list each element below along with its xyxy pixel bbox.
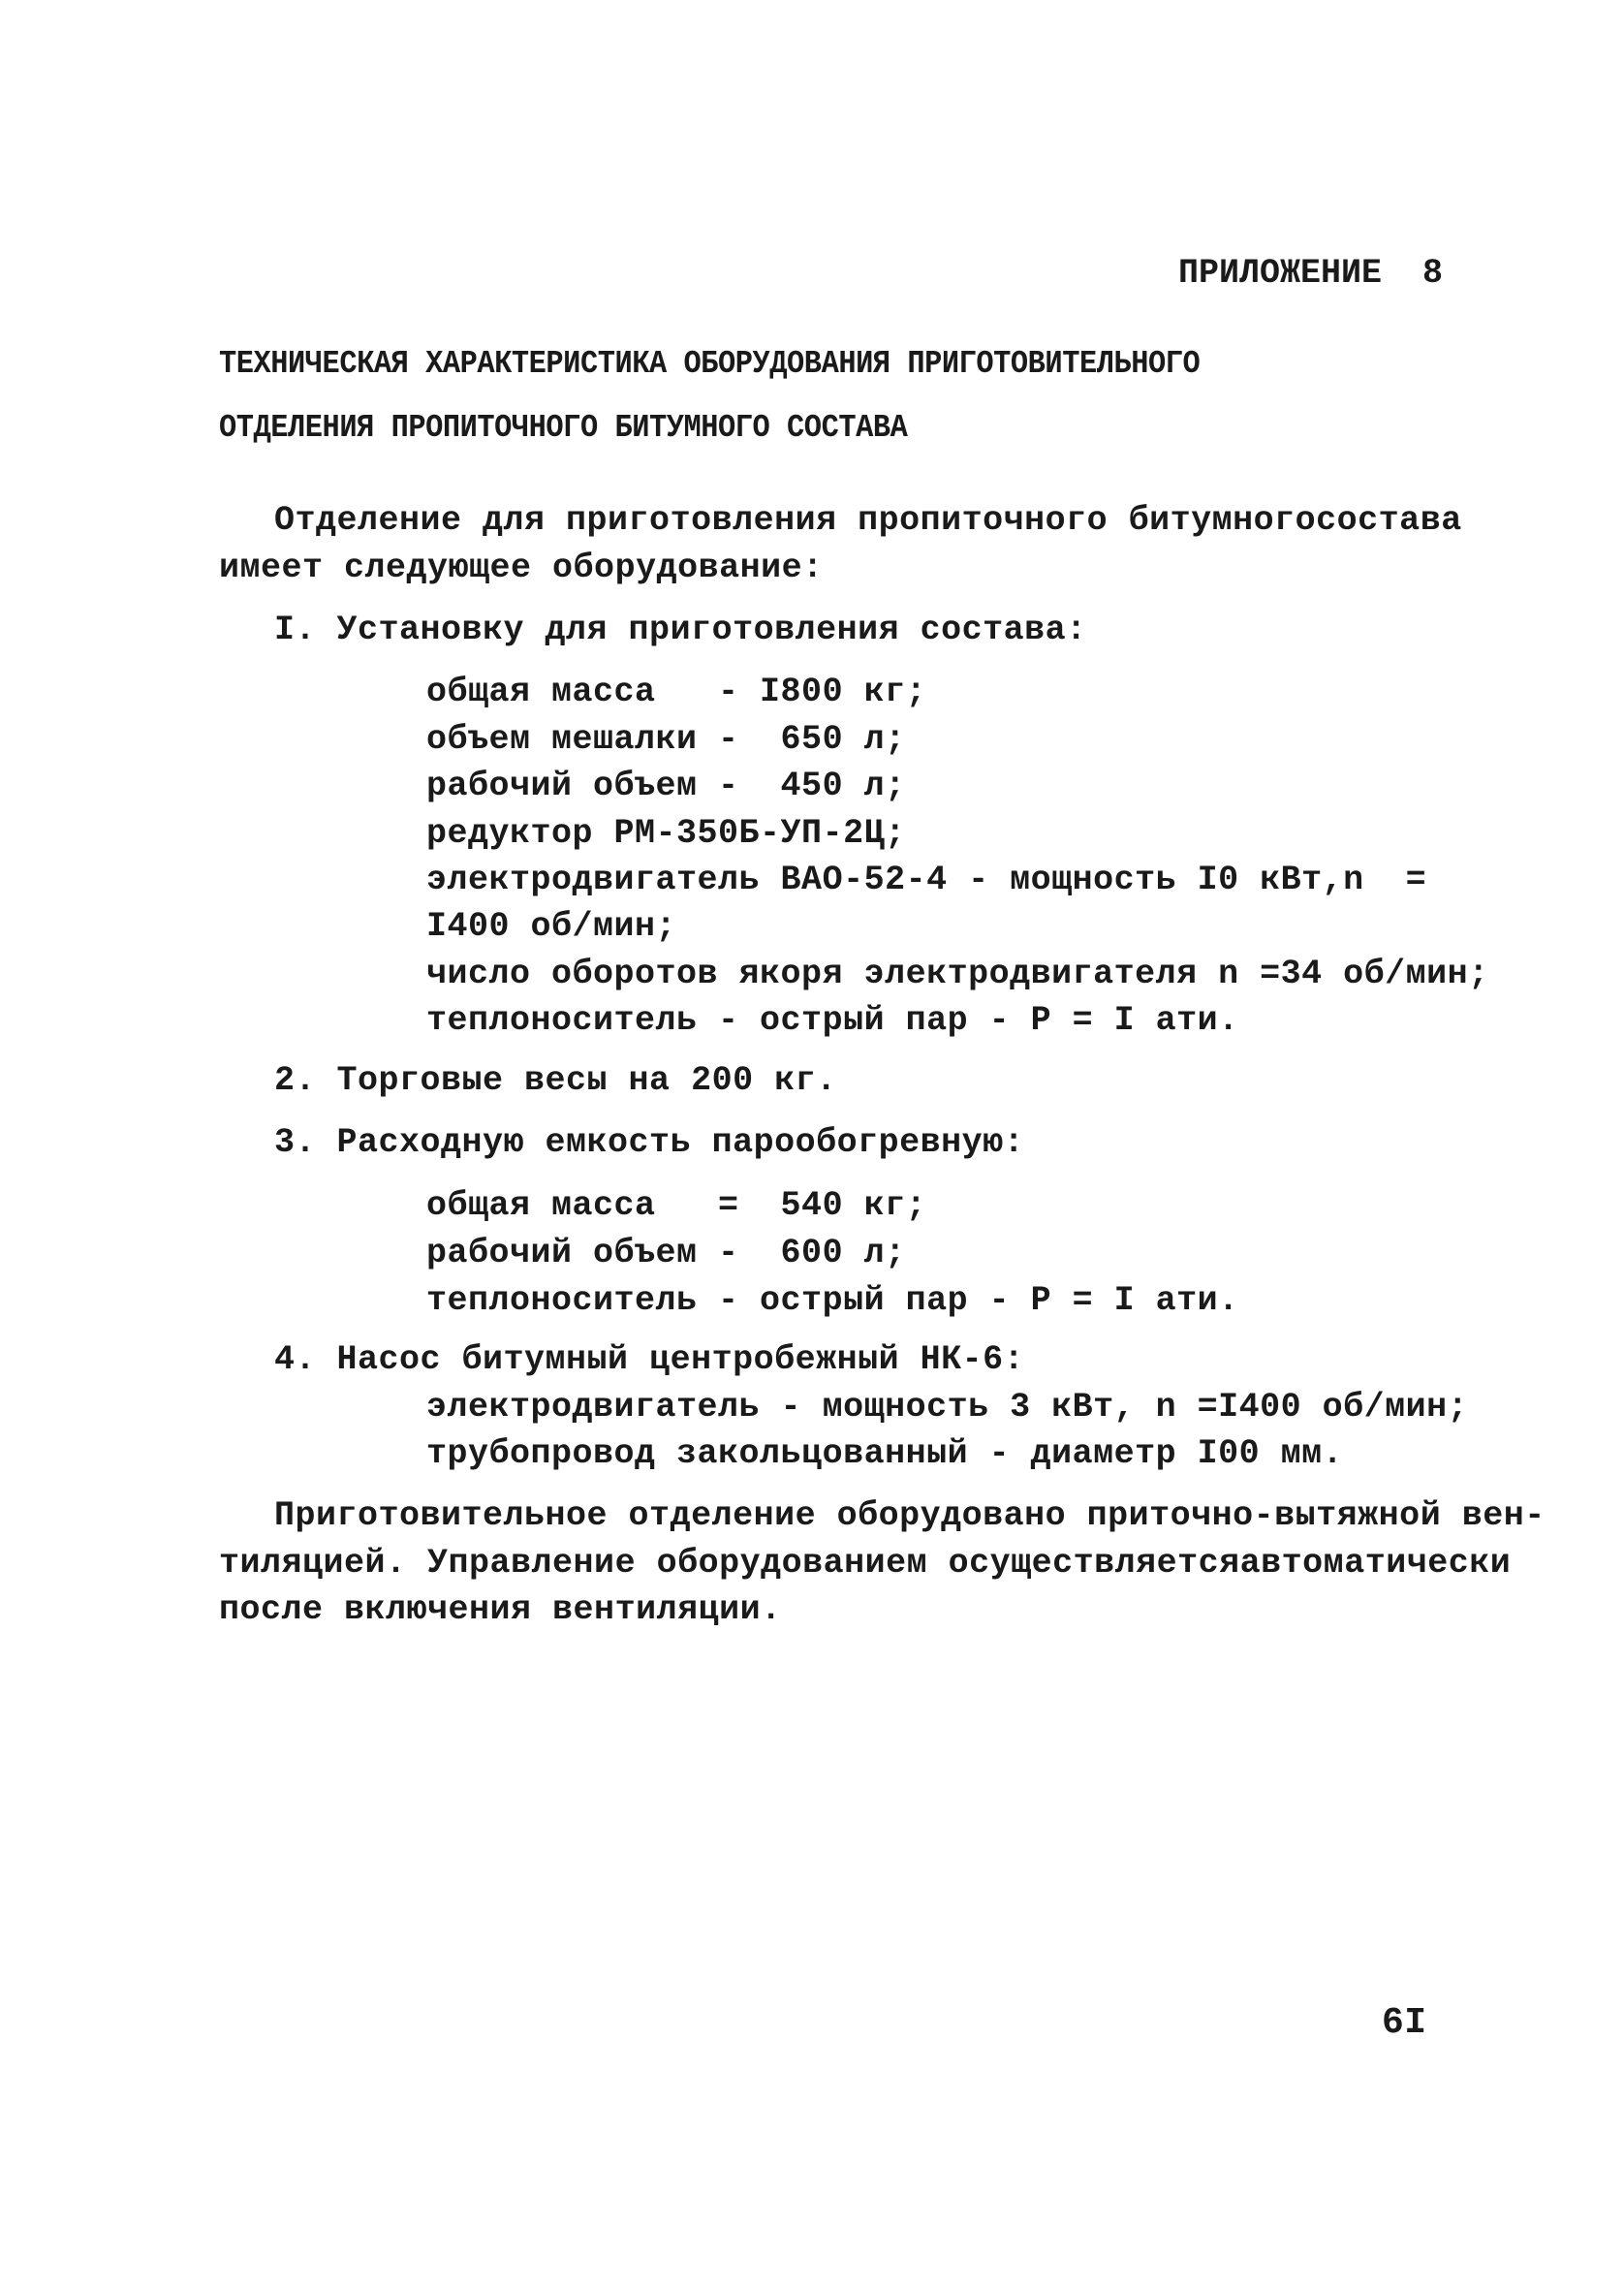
item-3-spec-2: рабочий объем - 600 л; <box>426 1234 906 1272</box>
page-number: 6I <box>1382 2002 1427 2044</box>
item-4-spec-1: электродвигатель - мощность 3 кВт, n =I400 об/мин; <box>426 1388 1469 1427</box>
title-line-2: ОТДЕЛЕНИЯ ПРОПИТОЧНОГО БИТУМНОГО СОСТАВА <box>219 410 908 446</box>
item-1-spec-7: число оборотов якоря электродвигателя n =34 об/мин; <box>426 955 1489 993</box>
item-1-heading: I. Установку для приготовления состава: <box>274 611 1087 649</box>
intro-line-1-left: Отделение для приготовления пропиточного битумного <box>274 501 1317 540</box>
item-3-spec-1: общая масса = 540 кг; <box>426 1186 927 1225</box>
title-line-1: ТЕХНИЧЕСКАЯ ХАРАКТЕРИСТИКА ОБОРУДОВАНИЯ ПРИГОТОВИТЕЛЬНОГО <box>219 346 1201 382</box>
item-1-spec-1: общая масса - I800 кг; <box>426 673 927 711</box>
item-2-heading: 2. Торговые весы на 200 кг. <box>274 1061 837 1100</box>
closing-line-2-right: автоматически <box>1239 1544 1512 1583</box>
item-1-spec-2: объем мешалки - 650 л; <box>426 720 906 759</box>
item-1-spec-5-left: электродвигатель ВАО-52-4 - мощность I0 кВт, <box>426 861 1344 899</box>
intro-line-1 <box>274 499 1462 542</box>
intro-line-2: имеет следующее оборудование: <box>219 549 824 587</box>
item-3-spec-3: теплоноситель - острый пар - Р = I ати. <box>426 1281 1239 1320</box>
item-1-spec-3: рабочий объем - 450 л; <box>426 767 906 805</box>
closing-line-1: Приготовительное отделение оборудовано приточно-вытяжной вен- <box>274 1496 1546 1535</box>
item-1-spec-5-right: n = <box>1343 861 1427 899</box>
closing-line-2-left: тиляцией. Управление оборудованием осуществляется <box>219 1544 1240 1583</box>
item-1-spec-6: I400 об/мин; <box>426 907 677 946</box>
item-4-spec-2: трубопровод закольцованный - диаметр I00 мм. <box>426 1434 1344 1473</box>
item-4-heading: 4. Насос битумный центробежный НК-6: <box>274 1340 1025 1379</box>
item-1-spec-5 <box>426 859 1427 901</box>
item-1-spec-4: редуктор РМ-350Б-УП-2Ц; <box>426 814 906 853</box>
closing-line-3: после включения вентиляции. <box>219 1590 782 1629</box>
intro-line-1-right: состава <box>1316 501 1462 540</box>
item-1-spec-8: теплоноситель - острый пар - Р = I ати. <box>426 1001 1239 1040</box>
closing-line-2 <box>219 1542 1512 1584</box>
item-3-heading: 3. Расходную емкость парообогревную: <box>274 1123 1025 1162</box>
appendix-label: ПРИЛОЖЕНИЕ 8 <box>1178 254 1444 293</box>
